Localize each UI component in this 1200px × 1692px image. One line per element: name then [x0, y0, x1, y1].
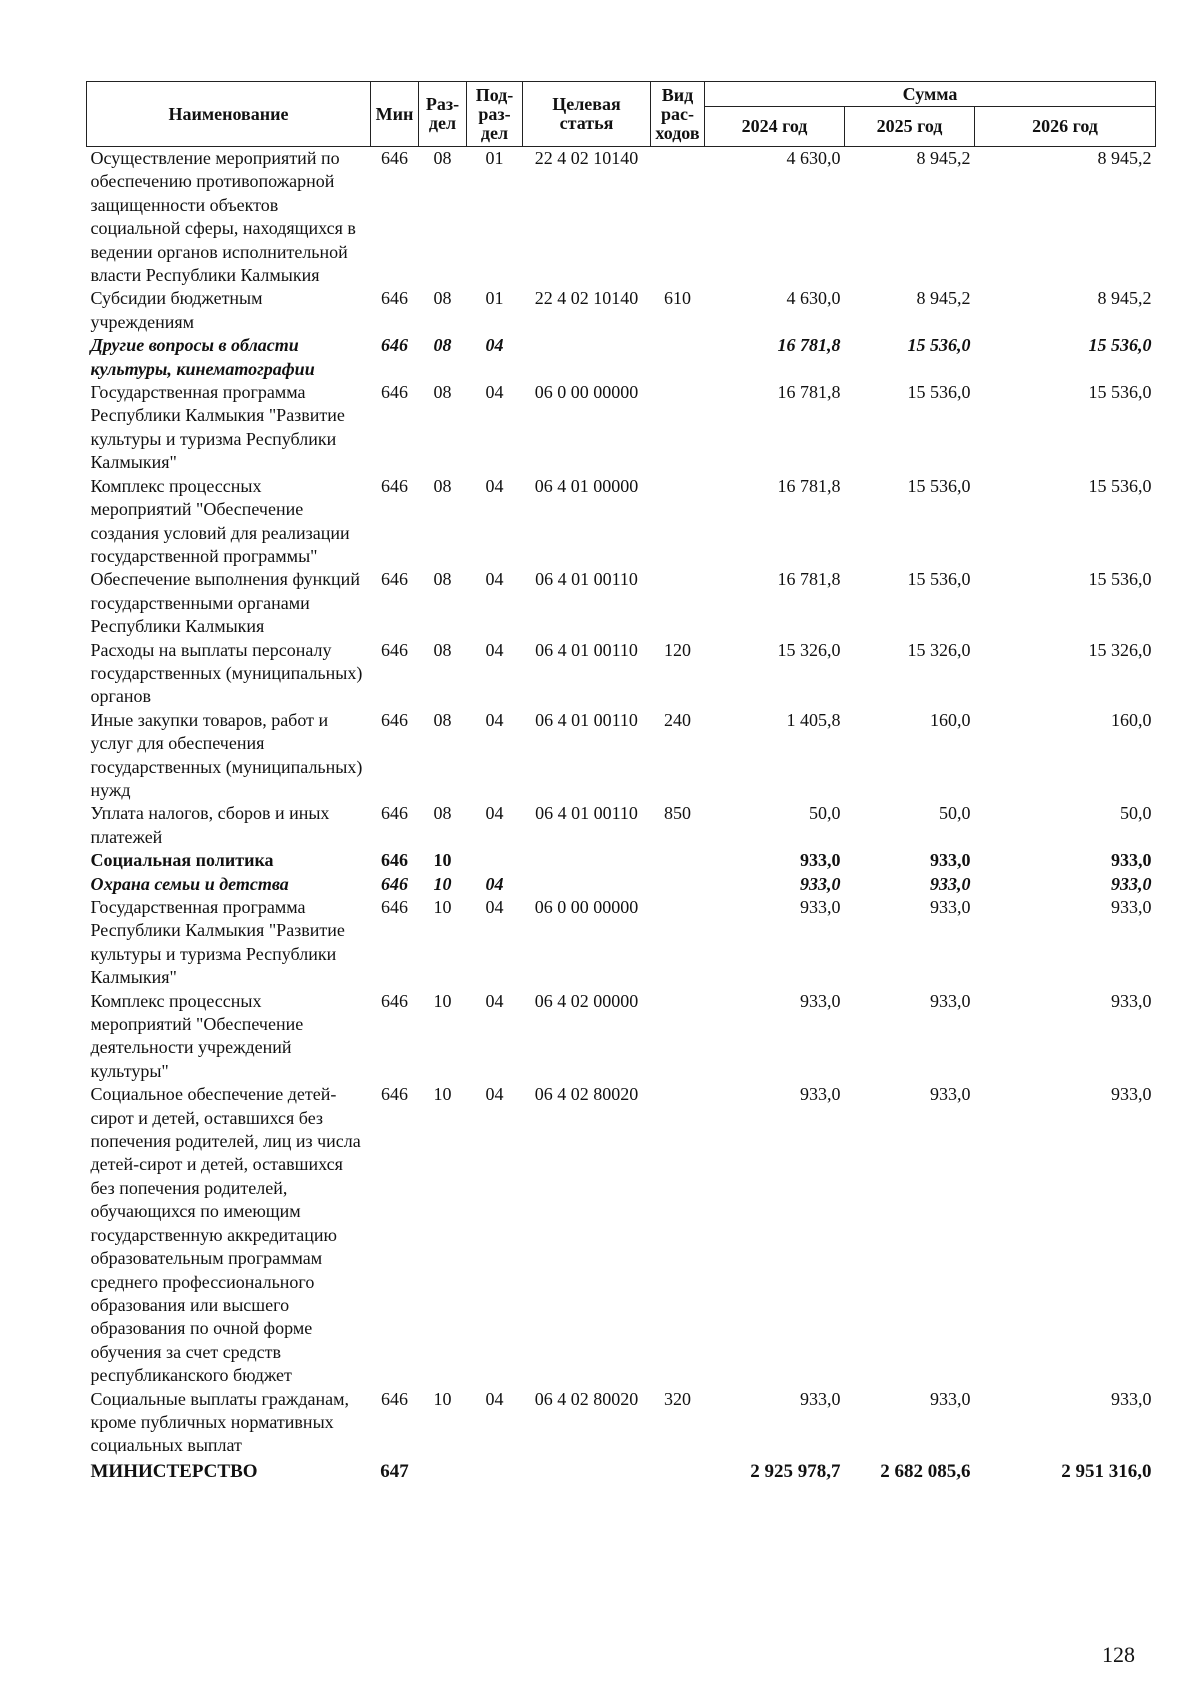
row-celevaya: 06 0 00 00000	[534, 897, 639, 917]
row-celevaya: 06 4 02 80020	[534, 1388, 639, 1409]
row-name: Комплекс процессных мероприятий "Обеспечение деятельности учреждений культуры"	[90, 990, 304, 1081]
budget-table	[86, 81, 1156, 1483]
row-2026: 933,0	[1111, 1084, 1152, 1105]
row-2025: 8 945,2	[916, 148, 971, 168]
row-razdel: 10	[433, 873, 452, 894]
table-row	[87, 1388, 1156, 1458]
table-row	[87, 381, 1156, 475]
table-row	[87, 896, 1156, 990]
row-2025: 15 536,0	[907, 475, 971, 496]
row-razdel: 10	[433, 1388, 452, 1409]
row-celevaya	[523, 849, 651, 872]
table-row	[87, 709, 1156, 803]
row-podrazdel: 04	[485, 803, 504, 824]
row-name: Социальное обеспечение детей-сирот и детей, оставшихся без попечения родителей, лиц из числа детей-сирот и детей, оставшихся без попечения родителей, обучающихся по имеющим государственную аккредитацию образовательным программам среднего профессионального образования или высшего образования по очной форме обучения за счет средств республиканского бюджет	[90, 1084, 361, 1386]
row-2025: 933,0	[930, 850, 971, 871]
row-razdel: 10	[433, 990, 452, 1011]
row-2025: 15 536,0	[907, 382, 971, 403]
header-razdel: Раз- дел	[419, 82, 467, 147]
row-name: Уплата налогов, сборов и иных платежей	[90, 803, 330, 847]
row-name: Государственная программа Республики Калмыкия "Развитие культуры и туризма Республики Калмыкия"	[90, 897, 345, 988]
row-vid: 850	[664, 803, 691, 824]
row-vid	[651, 896, 705, 990]
row-razdel: 08	[433, 639, 452, 660]
row-2025: 933,0	[930, 990, 971, 1011]
row-2024: 50,0	[809, 803, 841, 824]
row-podrazdel: 04	[485, 873, 504, 894]
row-2024: 933,0	[800, 873, 841, 894]
row-2026: 2 951 316,0	[1061, 1460, 1152, 1482]
row-2025: 2 682 085,6	[880, 1460, 971, 1482]
row-razdel: 08	[433, 709, 452, 730]
row-2026: 50,0	[1120, 803, 1152, 824]
row-2026: 933,0	[1111, 897, 1152, 917]
row-min: 646	[381, 475, 408, 496]
table-row	[87, 639, 1156, 709]
row-2026: 8 945,2	[1097, 148, 1152, 168]
row-min: 646	[381, 569, 408, 590]
header-year-2025: 2025 год	[845, 107, 975, 147]
row-min: 646	[381, 873, 408, 894]
row-2025: 160,0	[930, 709, 971, 730]
row-2024: 16 781,8	[777, 335, 841, 356]
row-podrazdel: 01	[485, 288, 504, 309]
row-vid: 320	[664, 1388, 691, 1409]
row-2024: 933,0	[800, 1388, 841, 1409]
row-podrazdel	[467, 849, 523, 872]
row-razdel: 10	[433, 850, 452, 871]
row-2024: 1 405,8	[786, 709, 841, 730]
row-podrazdel: 04	[485, 709, 504, 730]
row-podrazdel: 04	[485, 1084, 504, 1105]
table-row	[87, 334, 1156, 381]
row-2026: 15 536,0	[1088, 475, 1152, 496]
row-2024: 933,0	[800, 990, 841, 1011]
row-podrazdel: 04	[485, 639, 504, 660]
row-razdel: 10	[433, 897, 452, 917]
row-razdel: 08	[433, 382, 452, 403]
row-celevaya: 22 4 02 10140	[534, 288, 639, 309]
table-row	[87, 802, 1156, 849]
row-name: Другие вопросы в области культуры, кинематографии	[90, 335, 315, 379]
table-row	[87, 568, 1156, 638]
table-row	[87, 475, 1156, 569]
header-name: Наименование	[87, 82, 371, 147]
row-vid	[651, 568, 705, 638]
header-podrazdel: Под- раз- дел	[467, 82, 523, 147]
row-min: 646	[381, 382, 408, 403]
table-row-ministry-total	[87, 1458, 1156, 1483]
row-2025: 15 536,0	[907, 335, 971, 356]
row-2026: 15 536,0	[1088, 335, 1152, 356]
row-min: 646	[381, 1388, 408, 1409]
row-celevaya: 06 4 01 00110	[535, 803, 638, 824]
row-razdel	[419, 1458, 467, 1483]
row-vid	[651, 1083, 705, 1387]
row-razdel: 10	[433, 1084, 452, 1105]
row-podrazdel: 04	[485, 897, 504, 917]
row-min: 646	[381, 803, 408, 824]
row-min: 646	[381, 288, 408, 309]
row-2024: 4 630,0	[786, 148, 841, 168]
row-vid	[651, 849, 705, 872]
row-vid	[651, 873, 705, 896]
row-2024: 933,0	[800, 897, 841, 917]
row-min: 646	[381, 1084, 408, 1105]
row-2026: 15 536,0	[1088, 382, 1152, 403]
row-razdel: 08	[433, 148, 452, 168]
table-row	[87, 849, 1156, 872]
row-2026: 8 945,2	[1097, 288, 1152, 309]
row-podrazdel: 01	[485, 148, 504, 168]
row-min: 646	[381, 709, 408, 730]
row-celevaya	[523, 334, 651, 381]
row-celevaya: 06 4 01 00110	[535, 709, 638, 730]
row-2024: 16 781,8	[777, 382, 841, 403]
row-podrazdel: 04	[485, 990, 504, 1011]
row-razdel: 08	[433, 803, 452, 824]
row-celevaya: 06 4 01 00110	[535, 639, 638, 660]
table-row	[87, 1083, 1156, 1387]
row-min: 646	[381, 335, 408, 356]
row-2024: 933,0	[800, 1084, 841, 1105]
row-name: Социальная политика	[90, 850, 274, 871]
row-min: 646	[381, 897, 408, 917]
header-vid-rashodov: Вид рас- ходов	[651, 82, 705, 147]
row-celevaya: 06 0 00 00000	[534, 382, 639, 403]
row-2025: 933,0	[930, 1388, 971, 1409]
row-vid	[651, 1458, 705, 1483]
row-2025: 15 536,0	[907, 569, 971, 590]
row-podrazdel: 04	[485, 382, 504, 403]
row-2025: 50,0	[939, 803, 971, 824]
row-min: 646	[381, 850, 408, 871]
row-celevaya: 06 4 02 00000	[534, 990, 639, 1011]
row-celevaya: 06 4 02 80020	[534, 1084, 639, 1105]
row-name: Государственная программа Республики Калмыкия "Развитие культуры и туризма Республики Калмыкия"	[90, 382, 345, 473]
row-2026: 160,0	[1111, 709, 1152, 730]
row-vid	[651, 147, 705, 288]
row-name: Расходы на выплаты персоналу государственных (муниципальных) органов	[90, 639, 363, 707]
row-vid	[651, 334, 705, 381]
row-podrazdel	[467, 1458, 523, 1483]
row-2024: 4 630,0	[786, 288, 841, 309]
row-2024: 16 781,8	[777, 475, 841, 496]
row-2025: 933,0	[930, 1084, 971, 1105]
row-vid	[651, 475, 705, 569]
row-podrazdel: 04	[485, 335, 504, 356]
header-celevaya-statya: Целевая статья	[523, 82, 651, 147]
row-2026: 15 536,0	[1088, 569, 1152, 590]
row-2026: 933,0	[1111, 850, 1152, 871]
row-vid: 610	[664, 288, 691, 309]
row-razdel: 08	[433, 569, 452, 590]
row-2025: 933,0	[930, 897, 971, 917]
row-min: 646	[381, 990, 408, 1011]
table-row	[87, 287, 1156, 334]
row-name: Осуществление мероприятий по обеспечению противопожарной защищенности объектов социальной сферы, находящихся в ведении органов исполнительной власти Республики Калмыкия	[90, 148, 356, 286]
row-2025: 8 945,2	[916, 288, 971, 309]
row-2024: 16 781,8	[777, 569, 841, 590]
row-podrazdel: 04	[485, 569, 504, 590]
row-2025: 933,0	[930, 873, 971, 894]
header-summa: Сумма	[705, 82, 1156, 107]
row-name: Иные закупки товаров, работ и услуг для обеспечения государственных (муниципальных) нужд	[90, 709, 363, 800]
table-row	[87, 990, 1156, 1084]
row-vid	[651, 381, 705, 475]
row-min: 646	[381, 148, 408, 168]
row-2024: 2 925 978,7	[750, 1460, 841, 1482]
row-podrazdel: 04	[485, 1388, 504, 1409]
row-min: 646	[381, 639, 408, 660]
row-celevaya	[523, 873, 651, 896]
page-number: 128	[1102, 1642, 1135, 1667]
row-name: Субсидии бюджетным учреждениям	[90, 288, 263, 332]
row-celevaya: 22 4 02 10140	[534, 148, 639, 168]
row-name: МИНИСТЕРСТВО	[90, 1460, 258, 1482]
row-name: Социальные выплаты гражданам, кроме публичных нормативных социальных выплат	[90, 1388, 349, 1456]
row-2024: 933,0	[800, 850, 841, 871]
table-header	[87, 82, 1156, 147]
row-celevaya: 06 4 01 00110	[535, 569, 638, 590]
row-min: 647	[380, 1460, 409, 1482]
table-row	[87, 147, 1156, 288]
header-year-2024: 2024 год	[705, 107, 845, 147]
row-2024: 15 326,0	[777, 639, 841, 660]
row-name: Обеспечение выполнения функций государственными органами Республики Калмыкия	[90, 569, 360, 637]
row-vid: 120	[664, 639, 691, 660]
row-razdel: 08	[433, 475, 452, 496]
row-razdel: 08	[433, 288, 452, 309]
row-vid	[651, 990, 705, 1084]
row-podrazdel: 04	[485, 475, 504, 496]
row-2026: 15 326,0	[1088, 639, 1152, 660]
row-2026: 933,0	[1111, 1388, 1152, 1409]
row-vid: 240	[664, 709, 691, 730]
row-name: Охрана семьи и детства	[90, 873, 289, 894]
row-name: Комплекс процессных мероприятий "Обеспечение создания условий для реализации государственной программы"	[90, 475, 350, 566]
table-row	[87, 873, 1156, 896]
row-2025: 15 326,0	[907, 639, 971, 660]
row-razdel: 08	[433, 335, 452, 356]
row-celevaya	[523, 1458, 651, 1483]
row-2026: 933,0	[1111, 990, 1152, 1011]
row-celevaya: 06 4 01 00000	[534, 475, 639, 496]
header-year-2026: 2026 год	[975, 107, 1156, 147]
header-min: Мин	[371, 82, 419, 147]
row-2026: 933,0	[1111, 873, 1152, 894]
